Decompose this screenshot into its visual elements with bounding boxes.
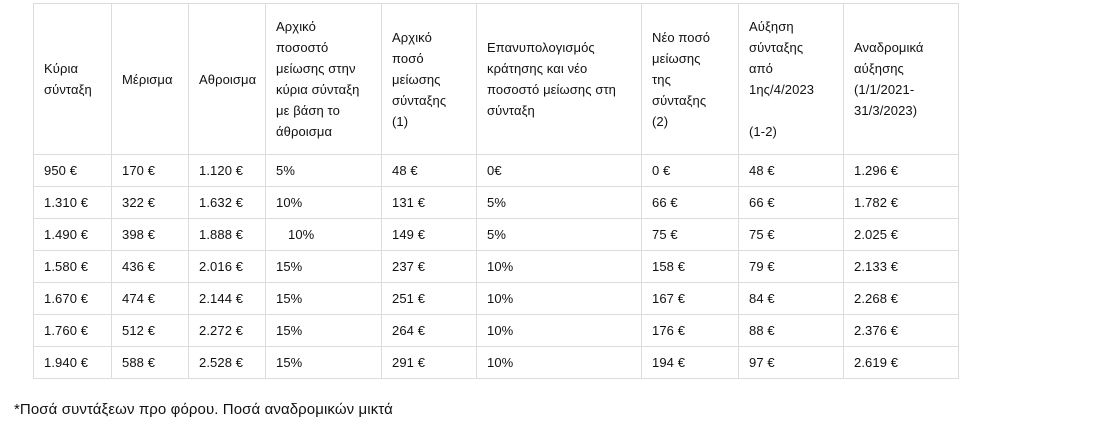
table-cell: 2.016 € xyxy=(189,251,266,283)
table-cell: 237 € xyxy=(382,251,477,283)
table-cell: 15% xyxy=(266,347,382,379)
table-cell: 0€ xyxy=(477,155,642,187)
table-cell: 84 € xyxy=(739,283,844,315)
header-main-pension: Κύρια σύνταξη xyxy=(34,4,112,155)
table-cell: 5% xyxy=(477,219,642,251)
table-cell: 15% xyxy=(266,251,382,283)
footnote: *Ποσά συντάξεων προ φόρου. Ποσά αναδρομικών μικτά xyxy=(14,401,393,418)
table-cell: 48 € xyxy=(739,155,844,187)
table-cell: 322 € xyxy=(112,187,189,219)
table-cell: 436 € xyxy=(112,251,189,283)
table-cell: 2.144 € xyxy=(189,283,266,315)
table-cell: 66 € xyxy=(739,187,844,219)
table-cell: 251 € xyxy=(382,283,477,315)
header-recalculation: Επανυπολογισμός κράτησης και νέο ποσοστό μείωσης στη σύνταξη xyxy=(477,4,642,155)
table-cell: 97 € xyxy=(739,347,844,379)
table-cell: 1.940 € xyxy=(34,347,112,379)
table-cell: 264 € xyxy=(382,315,477,347)
table-cell: 170 € xyxy=(112,155,189,187)
table-cell: 79 € xyxy=(739,251,844,283)
table-cell: 75 € xyxy=(642,219,739,251)
table-cell: 1.310 € xyxy=(34,187,112,219)
table-cell: 2.528 € xyxy=(189,347,266,379)
pension-table xyxy=(33,3,959,379)
table-cell: 0 € xyxy=(642,155,739,187)
table-cell: 158 € xyxy=(642,251,739,283)
table-cell: 194 € xyxy=(642,347,739,379)
table-cell: 291 € xyxy=(382,347,477,379)
table-cell: 131 € xyxy=(382,187,477,219)
table-cell: 2.268 € xyxy=(844,283,959,315)
table-cell: 88 € xyxy=(739,315,844,347)
table-cell: 176 € xyxy=(642,315,739,347)
table-cell: 15% xyxy=(266,283,382,315)
table-cell: 950 € xyxy=(34,155,112,187)
header-new-reduction-amount: Νέο ποσό μείωσης της σύνταξης (2) xyxy=(642,4,739,155)
table-cell: 1.632 € xyxy=(189,187,266,219)
table-cell: 75 € xyxy=(739,219,844,251)
table-cell: 149 € xyxy=(382,219,477,251)
table-cell: 66 € xyxy=(642,187,739,219)
table-cell: 2.025 € xyxy=(844,219,959,251)
table-cell: 1.888 € xyxy=(189,219,266,251)
table-cell: 1.490 € xyxy=(34,219,112,251)
table-cell: 1.120 € xyxy=(189,155,266,187)
table-cell: 167 € xyxy=(642,283,739,315)
header-initial-reduction-rate: Αρχικό ποσοστό μείωσης στην κύρια σύνταξη με βάση το άθροισμα xyxy=(266,4,382,155)
table-cell: 48 € xyxy=(382,155,477,187)
header-initial-reduction-amount: Αρχικό ποσό μείωσης σύνταξης (1) xyxy=(382,4,477,155)
table-cell: 10% xyxy=(477,315,642,347)
table-cell: 15% xyxy=(266,315,382,347)
table-cell: 10% xyxy=(477,283,642,315)
table-cell: 2.272 € xyxy=(189,315,266,347)
table-cell: 474 € xyxy=(112,283,189,315)
table-cell: 10% xyxy=(477,251,642,283)
header-sum: Αθροισμα xyxy=(189,4,266,155)
table-cell: 5% xyxy=(266,155,382,187)
table-cell: 1.760 € xyxy=(34,315,112,347)
table-cell: 512 € xyxy=(112,315,189,347)
table-cell: 2.376 € xyxy=(844,315,959,347)
header-retroactive: Αναδρομικά αύξησης (1/1/2021- 31/3/2023) xyxy=(844,4,959,155)
table-cell: 1.670 € xyxy=(34,283,112,315)
table-cell: 2.619 € xyxy=(844,347,959,379)
table-cell: 1.782 € xyxy=(844,187,959,219)
table-cell: 5% xyxy=(477,187,642,219)
table-cell: 2.133 € xyxy=(844,251,959,283)
table-cell: 398 € xyxy=(112,219,189,251)
header-pension-increase: Αύξηση σύνταξης από 1ης/4/2023 (1-2) xyxy=(739,4,844,155)
table-cell: 1.296 € xyxy=(844,155,959,187)
table-cell: 10% xyxy=(477,347,642,379)
table-cell: 588 € xyxy=(112,347,189,379)
table-cell: 10% xyxy=(266,219,382,251)
table-cell: 10% xyxy=(266,187,382,219)
table-cell: 1.580 € xyxy=(34,251,112,283)
header-dividend: Μέρισμα xyxy=(112,4,189,155)
